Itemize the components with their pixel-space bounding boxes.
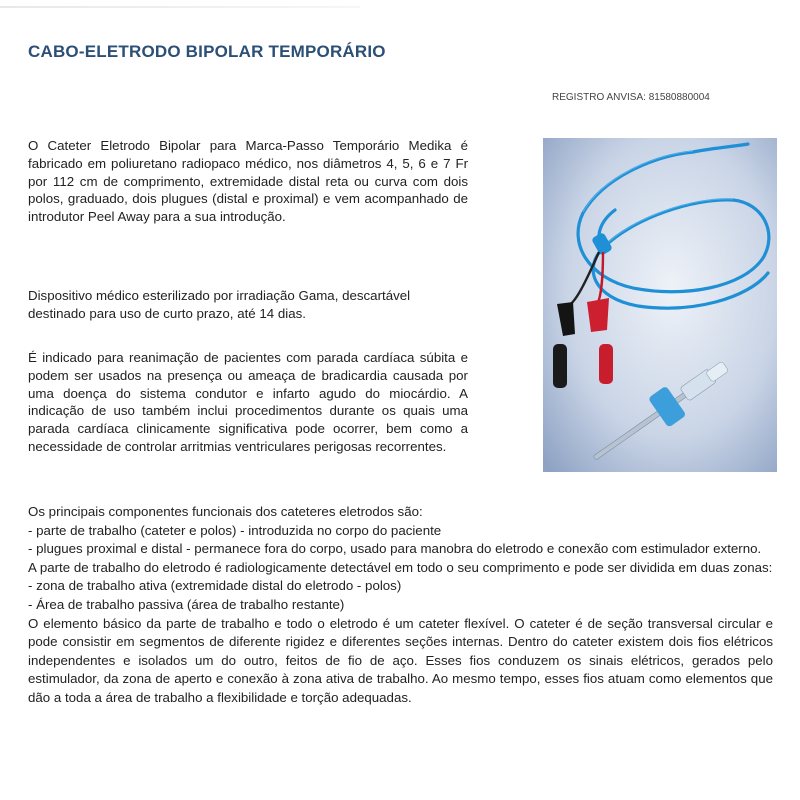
top-divider — [0, 6, 360, 8]
sterilization-paragraph: Dispositivo médico esterilizado por irradiação Gama, descartável destinado para uso de curto prazo, até 14 dias. — [28, 288, 411, 321]
closing-paragraph: O elemento básico da parte de trabalho e todo o eletrodo é um cateter flexível. O cateter é de seção transversal circular e pode consistir em segmentos de diferente rigidez e diferentes seções internas. Dentro do cateter existem dois fios elétricos independentes e isolados um do outro, feitos de fio de aço. Esses fios conduzem os sinais elétricos, gerados pelo estimulador, da zona de aperto e conexão à zona ativa de trabalho. Ao mesmo tempo, esses fios atuam como elementos que dão a toda a área de trabalho a flexibilidade e torção adequadas. — [28, 615, 773, 705]
components-item: - parte de trabalho (cateter e polos) - introduzida no corpo do paciente — [28, 522, 442, 538]
catheter-product-photo — [543, 138, 777, 472]
page-title: CABO-ELETRODO BIPOLAR TEMPORÁRIO — [28, 42, 386, 61]
components-intro: Os principais componentes funcionais dos cateteres eletrodos são: — [28, 504, 423, 519]
anvisa-registration: REGISTRO ANVISA: 81580880004 — [552, 92, 710, 103]
components-item: - plugues proximal e distal - permanece fora do corpo, usado para manobra do eletrodo e conexão com estimulador externo. — [28, 541, 762, 557]
product-description-paragraph: O Cateter Eletrodo Bipolar para Marca-Passo Temporário Medika é fabricado em poliuretano radiopaco médico, nos diâmetros 4, 5, 6 e 7 Fr por 112 cm de comprimento, extremidade distal reta ou curva com dois polos, graduado, dois plugues (distal e proximal) e vem acompanhado de introdutor Peel Away para a sua introdução. — [28, 138, 468, 225]
zones-item: - Área de trabalho passiva (área de trabalho restante) — [28, 596, 345, 612]
components-section — [28, 503, 773, 708]
indication-paragraph: É indicado para reanimação de pacientes com parada cardíaca súbita e podem ser usados na presença ou ameaça de bradicardia causada por uma doença do sistema condutor e infarto agudo do miocárdio. A indicação de uso também inclui procedimentos durante os quais uma parada cardíaca clinicamente significativa pode ocorrer, bem como a necessidade de controlar arritmias ventriculares perigosas recorrentes. — [28, 350, 468, 454]
zones-intro: A parte de trabalho do eletrodo é radiologicamente detectável em todo o seu comprimento e pode ser dividida em duas zonas: — [28, 559, 773, 575]
zones-item: - zona de trabalho ativa (extremidade distal do eletrodo - polos) — [28, 578, 402, 594]
